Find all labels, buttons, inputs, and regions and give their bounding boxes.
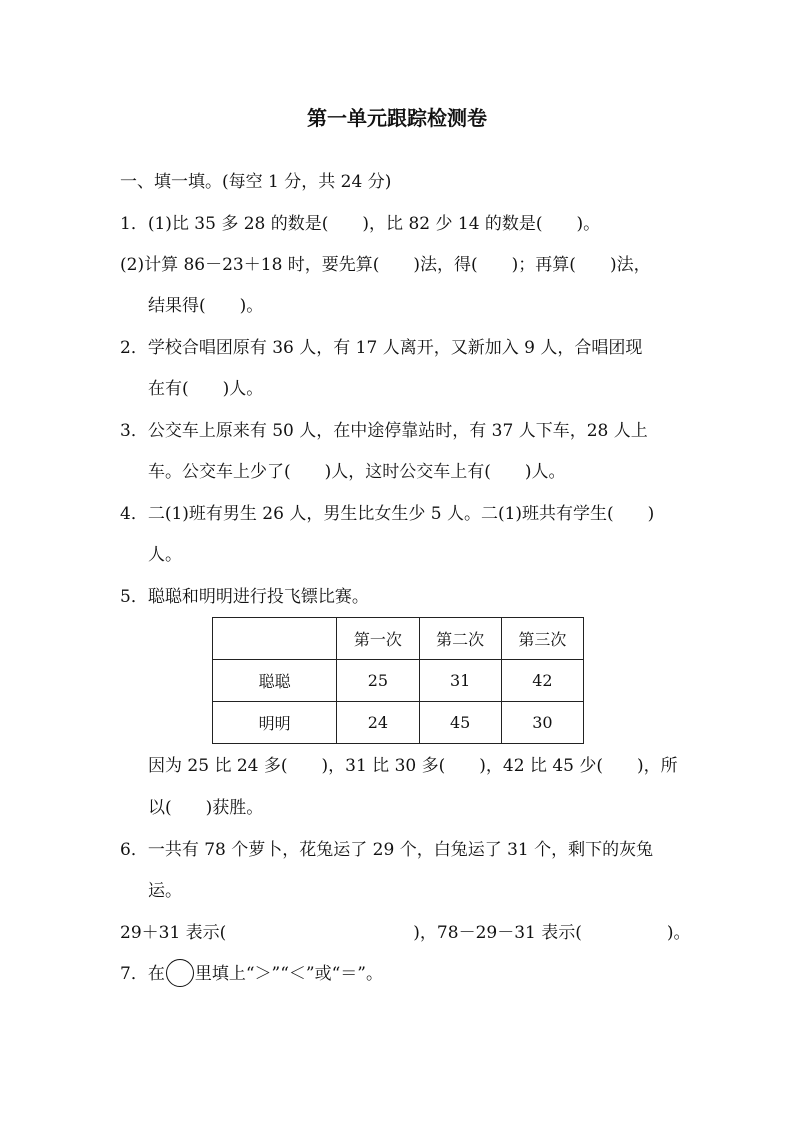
question-6-line-1: 6．一共有 78 个萝卜，花兔运了 29 个，白兔运了 31 个，剩下的灰兔 bbox=[120, 840, 654, 860]
table-header-cell: 第三次 bbox=[501, 618, 583, 660]
question-5-stem: 5．聪聪和明明进行投飞镖比赛。 bbox=[120, 587, 369, 607]
question-1-part-2-line-2: 结果得( )。 bbox=[148, 296, 264, 316]
table-cell: 聪聪 bbox=[213, 660, 337, 702]
blank-circle-icon bbox=[166, 959, 194, 987]
table-cell: 42 bbox=[501, 660, 583, 702]
question-4-line-2: 人。 bbox=[148, 545, 182, 565]
question-7-suffix: 里填上“＞”“＜”或“＝”。 bbox=[194, 964, 383, 984]
table-header-cell bbox=[213, 618, 337, 660]
table-row bbox=[213, 702, 584, 744]
table-row bbox=[213, 660, 584, 702]
table-header-cell: 第一次 bbox=[337, 618, 419, 660]
table-header-cell: 第二次 bbox=[419, 618, 501, 660]
table-cell: 24 bbox=[337, 702, 419, 744]
score-table bbox=[212, 617, 584, 744]
page-title: 第一单元跟踪检测卷 bbox=[307, 106, 487, 130]
table-cell: 30 bbox=[501, 702, 583, 744]
table-cell: 45 bbox=[419, 702, 501, 744]
question-3-line-1: 3．公交车上原来有 50 人，在中途停靠站时，有 37 人下车，28 人上 bbox=[120, 421, 648, 441]
question-6-line-2: 运。 bbox=[148, 881, 182, 901]
question-2-line-1: 2．学校合唱团原有 36 人，有 17 人离开，又新加入 9 人，合唱团现 bbox=[120, 338, 643, 358]
question-4-line-1: 4．二(1)班有男生 26 人，男生比女生少 5 人。二(1)班共有学生( ) bbox=[120, 504, 655, 524]
table-cell: 31 bbox=[419, 660, 501, 702]
table-cell: 25 bbox=[337, 660, 419, 702]
question-5-line-1: 因为 25 比 24 多( )，31 比 30 多( )，42 比 45 少( )，所 bbox=[148, 756, 678, 776]
question-3-line-2: 车。公交车上少了( )人，这时公交车上有( )人。 bbox=[148, 462, 566, 482]
question-7-stem bbox=[120, 962, 383, 987]
question-2-line-2: 在有( )人。 bbox=[148, 379, 264, 399]
section-heading: 一、填一填。(每空 1 分，共 24 分) bbox=[120, 172, 392, 192]
question-1-part-2-line-1: (2)计算 86－23＋18 时，要先算( )法，得( )；再算( )法， bbox=[120, 255, 651, 275]
question-1-part-1: 1．(1)比 35 多 28 的数是( )，比 82 少 14 的数是( )。 bbox=[120, 214, 601, 234]
table-header-row bbox=[213, 618, 584, 660]
question-5-line-2: 以( )获胜。 bbox=[148, 798, 264, 818]
question-7-prefix: 7．在 bbox=[120, 964, 165, 984]
question-6-line-3: 29＋31 表示( )，78－29－31 表示( )。 bbox=[120, 923, 691, 943]
table-cell: 明明 bbox=[213, 702, 337, 744]
